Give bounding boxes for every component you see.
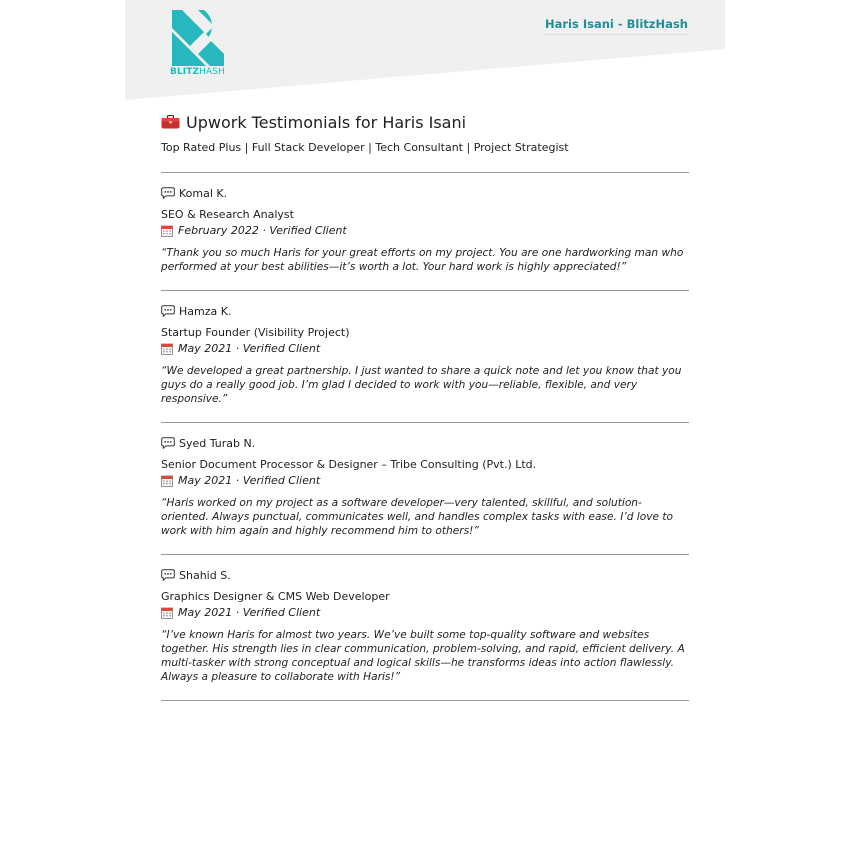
reviewer-row [161, 436, 689, 450]
divider [161, 700, 689, 701]
calendar-icon [161, 607, 173, 619]
review-date: May 2021 · Verified Client [178, 474, 321, 487]
logo-text-light: HASH [199, 67, 225, 77]
title-row [161, 111, 689, 133]
review-date: May 2021 · Verified Client [178, 342, 321, 355]
header-site-name: Haris Isani - BlitzHash [545, 17, 688, 31]
logo-wordmark [170, 67, 230, 77]
reviewer-role: Startup Founder (Visibility Project) [161, 326, 350, 339]
testimonial-quote: “We developed a great partnership. I just wanted to share a quick note and let you know that you guys do a really good job. I’m glad I decided to work with you—reliable, flexible, and very responsive.” [161, 365, 682, 405]
testimonial-card [161, 423, 689, 554]
calendar-icon [161, 475, 173, 487]
calendar-icon [161, 343, 173, 355]
header-underline [545, 34, 687, 35]
reviewer-row [161, 568, 689, 582]
review-date: May 2021 · Verified Client [178, 606, 321, 619]
reviewer-role: SEO & Research Analyst [161, 208, 294, 221]
date-row [161, 223, 689, 238]
reviewer-name: Hamza K. [179, 304, 232, 318]
reviewer-name: Syed Turab N. [179, 436, 256, 450]
page-title: Upwork Testimonials for Haris Isani [186, 112, 467, 132]
reviewer-name: Komal K. [179, 186, 228, 200]
reviewer-name: Shahid S. [179, 568, 231, 582]
calendar-icon [161, 225, 173, 237]
speech-bubble-icon [161, 305, 175, 317]
testimonial-quote: “I’ve known Haris for almost two years. We’ve built some top-quality software and websites together. His strength lies in clear communication, problem-solving, and rapid, efficient delivery. A multi-tasker with strong conceptual and logical skills—he transforms ideas into action flawlessly. Always a pleasure to collaborate with Haris!” [161, 629, 685, 683]
reviewer-row [161, 304, 689, 318]
review-date: February 2022 · Verified Client [178, 224, 347, 237]
speech-bubble-icon [161, 437, 175, 449]
reviewer-row [161, 186, 689, 200]
logo-text-bold: BLITZ [170, 67, 200, 77]
testimonial-list [161, 173, 689, 701]
blitzhash-logo [170, 8, 226, 82]
briefcase-icon [161, 115, 180, 129]
testimonial-quote: “Thank you so much Haris for your great efforts on my project. You are one hardworking man who performed at your best abilities—it’s worth a lot. Your hard work is highly appreciated!” [161, 247, 684, 273]
document-page [125, 0, 725, 850]
testimonial-card [161, 555, 689, 700]
document-content [161, 111, 689, 701]
page-subtitle: Top Rated Plus | Full Stack Developer | Tech Consultant | Project Strategist [161, 141, 569, 154]
date-row [161, 605, 689, 620]
date-row [161, 341, 689, 356]
testimonial-card [161, 173, 689, 290]
logo-mark-icon [170, 8, 226, 66]
testimonial-quote: “Haris worked on my project as a software developer—very talented, skillful, and solution-oriented. Always punctual, communicates well, and handles complex tasks with ease. I’d love to work with him again and highly recommend him to others!” [161, 497, 674, 537]
speech-bubble-icon [161, 187, 175, 199]
reviewer-role: Graphics Designer & CMS Web Developer [161, 590, 390, 603]
reviewer-role: Senior Document Processor & Designer – Tribe Consulting (Pvt.) Ltd. [161, 458, 537, 471]
speech-bubble-icon [161, 569, 175, 581]
date-row [161, 473, 689, 488]
testimonial-card [161, 291, 689, 422]
